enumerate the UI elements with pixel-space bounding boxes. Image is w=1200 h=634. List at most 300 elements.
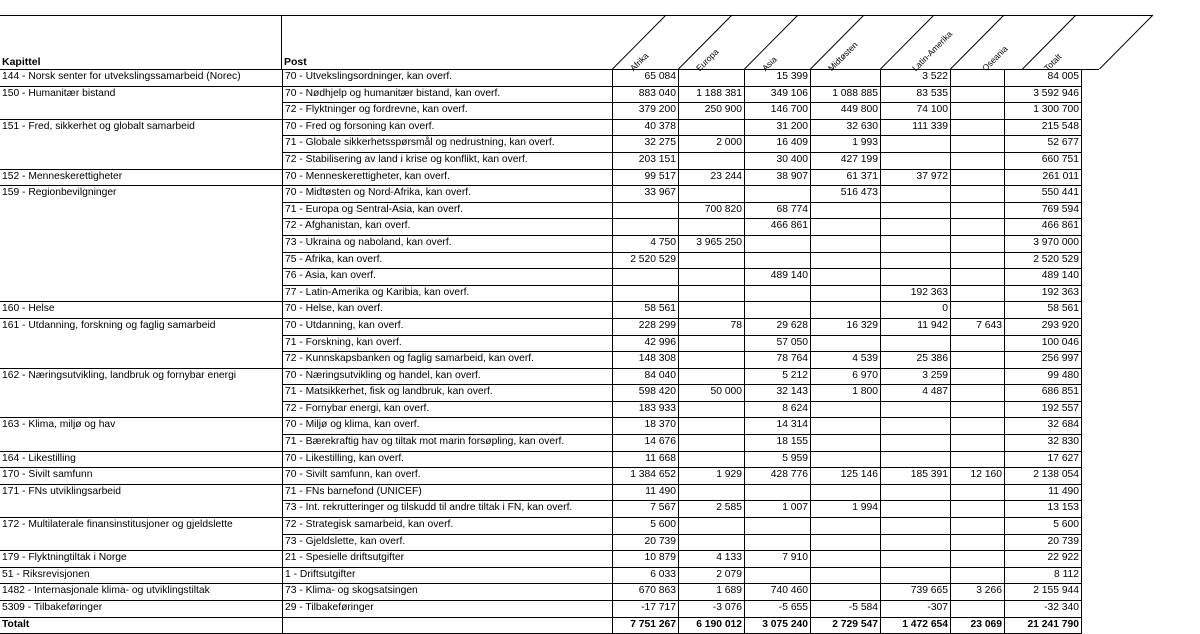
value-cell-afrika: 2 520 529	[613, 252, 679, 269]
value-cell-oseania	[951, 285, 1005, 302]
value-cell-europa: 78	[679, 318, 745, 335]
value-cell-europa: -3 076	[679, 601, 745, 618]
value-cell-europa	[679, 418, 745, 435]
value-cell-europa	[679, 70, 745, 87]
value-cell-oseania	[951, 385, 1005, 402]
table-row	[0, 567, 1082, 584]
value-cell-afrika: 58 561	[613, 302, 679, 319]
value-cell-europa: 1 188 381	[679, 86, 745, 103]
value-cell-asia	[745, 285, 811, 302]
value-cell-totalt: 99 480	[1005, 368, 1082, 385]
value-cell-asia: 29 628	[745, 318, 811, 335]
value-cell-afrika	[613, 285, 679, 302]
value-cell-latin-amerika: 739 665	[881, 584, 951, 601]
value-cell-europa: 4 133	[679, 551, 745, 568]
value-cell-europa	[679, 451, 745, 468]
value-cell-totalt: 293 920	[1005, 318, 1082, 335]
total-value-totalt: 21 241 790	[1005, 617, 1082, 634]
value-cell-asia: 57 050	[745, 335, 811, 352]
value-cell-asia: 146 700	[745, 103, 811, 120]
value-cell-midtøsten: 32 630	[811, 119, 881, 136]
value-cell-oseania	[951, 202, 1005, 219]
value-cell-asia: 1 007	[745, 501, 811, 518]
value-cell-europa: 700 820	[679, 202, 745, 219]
value-cell-totalt: 215 548	[1005, 119, 1082, 136]
table-row	[0, 103, 1082, 120]
value-cell-midtøsten: 16 329	[811, 318, 881, 335]
value-cell-midtøsten	[811, 235, 881, 252]
value-cell-midtøsten	[811, 70, 881, 87]
post-cell: 70 - Utdanning, kan overf.	[283, 318, 613, 335]
value-cell-europa: 3 965 250	[679, 235, 745, 252]
table-row	[0, 484, 1082, 501]
value-cell-latin-amerika	[881, 335, 951, 352]
table-row	[0, 401, 1082, 418]
value-cell-asia	[745, 534, 811, 551]
table-row	[0, 186, 1082, 203]
value-cell-latin-amerika	[881, 219, 951, 236]
value-cell-europa	[679, 219, 745, 236]
kapittel-cell	[0, 501, 283, 518]
value-cell-midtøsten	[811, 584, 881, 601]
value-cell-latin-amerika: 3 522	[881, 70, 951, 87]
value-cell-oseania	[951, 518, 1005, 535]
total-value-oseania: 23 069	[951, 617, 1005, 634]
value-cell-midtøsten	[811, 567, 881, 584]
value-cell-midtøsten: 6 970	[811, 368, 881, 385]
column-header-oseania: Oseania	[980, 43, 1010, 74]
value-cell-europa: 23 244	[679, 169, 745, 186]
budget-table	[0, 69, 1082, 634]
kapittel-cell	[0, 202, 283, 219]
value-cell-midtøsten	[811, 285, 881, 302]
post-cell: 73 - Klima- og skogsatsingen	[283, 584, 613, 601]
table-row	[0, 435, 1082, 452]
value-cell-midtøsten: 1 800	[811, 385, 881, 402]
table-row	[0, 152, 1082, 169]
value-cell-afrika: 32 275	[613, 136, 679, 153]
value-cell-totalt: 22 922	[1005, 551, 1082, 568]
value-cell-afrika: 183 933	[613, 401, 679, 418]
value-cell-afrika: 14 676	[613, 435, 679, 452]
column-header-europa: Europa	[694, 46, 721, 74]
value-cell-totalt: 13 153	[1005, 501, 1082, 518]
value-cell-latin-amerika	[881, 202, 951, 219]
value-cell-totalt: 100 046	[1005, 335, 1082, 352]
table-row	[0, 119, 1082, 136]
value-cell-latin-amerika	[881, 451, 951, 468]
value-cell-midtøsten: 516 473	[811, 186, 881, 203]
value-cell-asia: 18 155	[745, 435, 811, 452]
table-row	[0, 269, 1082, 286]
value-cell-oseania	[951, 235, 1005, 252]
value-cell-latin-amerika: 25 386	[881, 352, 951, 369]
kapittel-cell	[0, 252, 283, 269]
total-value-europa: 6 190 012	[679, 617, 745, 634]
value-cell-europa	[679, 435, 745, 452]
value-cell-midtøsten	[811, 518, 881, 535]
value-cell-midtøsten	[811, 435, 881, 452]
table-row	[0, 169, 1082, 186]
value-cell-europa	[679, 186, 745, 203]
kapittel-cell: 172 - Multilaterale finansinstitusjoner og gjeldslette	[0, 518, 283, 535]
value-cell-midtøsten	[811, 451, 881, 468]
value-cell-oseania	[951, 252, 1005, 269]
header-kapittel: Kapittel	[2, 56, 41, 68]
value-cell-europa: 50 000	[679, 385, 745, 402]
table-row	[0, 534, 1082, 551]
post-cell: 29 - Tilbakeføringer	[283, 601, 613, 618]
value-cell-asia: 8 624	[745, 401, 811, 418]
value-cell-asia: 428 776	[745, 468, 811, 485]
post-cell: 70 - Midtøsten og Nord-Afrika, kan overf.	[283, 186, 613, 203]
table-row	[0, 70, 1082, 87]
total-value-latin-amerika: 1 472 654	[881, 617, 951, 634]
value-cell-latin-amerika	[881, 551, 951, 568]
value-cell-totalt: 58 561	[1005, 302, 1082, 319]
table-row	[0, 551, 1082, 568]
value-cell-midtøsten: 4 539	[811, 352, 881, 369]
kapittel-cell: 152 - Menneskerettigheter	[0, 169, 283, 186]
kapittel-cell: 163 - Klima, miljø og hav	[0, 418, 283, 435]
value-cell-europa: 250 900	[679, 103, 745, 120]
value-cell-afrika: 84 040	[613, 368, 679, 385]
post-cell: 72 - Kunnskapsbanken og faglig samarbeid, kan overf.	[283, 352, 613, 369]
post-cell: 72 - Strategisk samarbeid, kan overf.	[283, 518, 613, 535]
value-cell-oseania	[951, 219, 1005, 236]
value-cell-asia	[745, 567, 811, 584]
value-cell-asia: 16 409	[745, 136, 811, 153]
value-cell-latin-amerika	[881, 418, 951, 435]
value-cell-oseania	[951, 152, 1005, 169]
value-cell-afrika	[613, 202, 679, 219]
table-row	[0, 468, 1082, 485]
value-cell-afrika: 33 967	[613, 186, 679, 203]
value-cell-totalt: 2 155 944	[1005, 584, 1082, 601]
value-cell-afrika: 6 033	[613, 567, 679, 584]
value-cell-latin-amerika	[881, 252, 951, 269]
value-cell-latin-amerika: 192 363	[881, 285, 951, 302]
value-cell-europa: 2 000	[679, 136, 745, 153]
value-cell-afrika: 18 370	[613, 418, 679, 435]
table-row	[0, 136, 1082, 153]
kapittel-cell	[0, 269, 283, 286]
total-row	[0, 617, 1082, 634]
value-cell-latin-amerika: 74 100	[881, 103, 951, 120]
value-cell-totalt: 32 684	[1005, 418, 1082, 435]
value-cell-oseania	[951, 484, 1005, 501]
value-cell-asia	[745, 484, 811, 501]
kapittel-cell	[0, 385, 283, 402]
value-cell-midtøsten	[811, 551, 881, 568]
value-cell-latin-amerika	[881, 501, 951, 518]
value-cell-afrika: 11 668	[613, 451, 679, 468]
post-cell: 73 - Int. rekrutteringer og tilskudd til andre tiltak i FN, kan overf.	[283, 501, 613, 518]
value-cell-asia: 740 460	[745, 584, 811, 601]
value-cell-midtøsten: 125 146	[811, 468, 881, 485]
value-cell-asia: 466 861	[745, 219, 811, 236]
kapittel-cell	[0, 152, 283, 169]
post-cell: 71 - Matsikkerhet, fisk og landbruk, kan overf.	[283, 385, 613, 402]
kapittel-cell: 170 - Sivilt samfunn	[0, 468, 283, 485]
value-cell-europa	[679, 302, 745, 319]
value-cell-midtøsten: 1 993	[811, 136, 881, 153]
post-cell: 70 - Næringsutvikling og handel, kan overf.	[283, 368, 613, 385]
value-cell-midtøsten: 449 800	[811, 103, 881, 120]
kapittel-cell: 164 - Likestilling	[0, 451, 283, 468]
value-cell-oseania: 3 266	[951, 584, 1005, 601]
value-cell-asia: 7 910	[745, 551, 811, 568]
post-cell: 71 - Europa og Sentral-Asia, kan overf.	[283, 202, 613, 219]
table-row	[0, 352, 1082, 369]
value-cell-totalt: 52 677	[1005, 136, 1082, 153]
value-cell-oseania: 12 160	[951, 468, 1005, 485]
post-cell: 71 - Forskning, kan overf.	[283, 335, 613, 352]
post-cell: 71 - Globale sikkerhetsspørsmål og nedrustning, kan overf.	[283, 136, 613, 153]
value-cell-midtøsten	[811, 202, 881, 219]
value-cell-midtøsten: 1 088 885	[811, 86, 881, 103]
kapittel-cell	[0, 352, 283, 369]
value-cell-asia: 5 212	[745, 368, 811, 385]
post-cell: 76 - Asia, kan overf.	[283, 269, 613, 286]
value-cell-europa	[679, 484, 745, 501]
post-cell: 72 - Flyktninger og fordrevne, kan overf.	[283, 103, 613, 120]
post-cell: 72 - Afghanistan, kan overf.	[283, 219, 613, 236]
value-cell-oseania	[951, 302, 1005, 319]
value-cell-latin-amerika: 3 259	[881, 368, 951, 385]
kapittel-cell: 160 - Helse	[0, 302, 283, 319]
value-cell-oseania	[951, 169, 1005, 186]
value-cell-afrika: 228 299	[613, 318, 679, 335]
value-cell-asia: 349 106	[745, 86, 811, 103]
kapittel-cell: 1482 - Internasjonale klima- og utviklingstiltak	[0, 584, 283, 601]
post-cell: 73 - Gjeldslette, kan overf.	[283, 534, 613, 551]
post-cell: 73 - Ukraina og naboland, kan overf.	[283, 235, 613, 252]
value-cell-europa	[679, 368, 745, 385]
value-cell-oseania: 7 643	[951, 318, 1005, 335]
value-cell-midtøsten	[811, 335, 881, 352]
column-header-latin-amerika: Latin-Amerika	[910, 28, 955, 74]
value-cell-totalt: 32 830	[1005, 435, 1082, 452]
kapittel-cell	[0, 401, 283, 418]
kapittel-cell: 5309 - Tilbakeføringer	[0, 601, 283, 618]
value-cell-afrika	[613, 219, 679, 236]
value-cell-midtøsten	[811, 219, 881, 236]
value-cell-totalt: 20 739	[1005, 534, 1082, 551]
value-cell-oseania	[951, 501, 1005, 518]
value-cell-asia: -5 655	[745, 601, 811, 618]
value-cell-latin-amerika: 185 391	[881, 468, 951, 485]
column-header-totalt: Totalt	[1042, 51, 1064, 74]
value-cell-europa: 2 079	[679, 567, 745, 584]
value-cell-asia: 5 959	[745, 451, 811, 468]
post-cell: 72 - Fornybar energi, kan overf.	[283, 401, 613, 418]
value-cell-midtøsten: 61 371	[811, 169, 881, 186]
total-value-midtøsten: 2 729 547	[811, 617, 881, 634]
value-cell-totalt: 1 300 700	[1005, 103, 1082, 120]
kapittel-cell: 159 - Regionbevilgninger	[0, 186, 283, 203]
table-row	[0, 235, 1082, 252]
value-cell-midtøsten	[811, 252, 881, 269]
value-cell-asia: 68 774	[745, 202, 811, 219]
value-cell-europa: 2 585	[679, 501, 745, 518]
kapittel-cell: 179 - Flyktningtiltak i Norge	[0, 551, 283, 568]
table-row	[0, 86, 1082, 103]
value-cell-europa: 1 689	[679, 584, 745, 601]
value-cell-totalt: 2 520 529	[1005, 252, 1082, 269]
value-cell-afrika: 598 420	[613, 385, 679, 402]
value-cell-oseania	[951, 86, 1005, 103]
value-cell-afrika: 40 378	[613, 119, 679, 136]
value-cell-europa	[679, 252, 745, 269]
kapittel-cell	[0, 219, 283, 236]
post-cell: 70 - Helse, kan overf.	[283, 302, 613, 319]
value-cell-oseania	[951, 368, 1005, 385]
value-cell-totalt: 489 140	[1005, 269, 1082, 286]
total-value-asia: 3 075 240	[745, 617, 811, 634]
table-row	[0, 501, 1082, 518]
kapittel-cell: 151 - Fred, sikkerhet og globalt samarbeid	[0, 119, 283, 136]
value-cell-midtøsten: 1 994	[811, 501, 881, 518]
value-cell-afrika: 42 996	[613, 335, 679, 352]
post-cell: 77 - Latin-Amerika og Karibia, kan overf.	[283, 285, 613, 302]
kapittel-cell	[0, 534, 283, 551]
value-cell-afrika: -17 717	[613, 601, 679, 618]
kapittel-cell	[0, 285, 283, 302]
total-label: Totalt	[0, 617, 283, 634]
value-cell-totalt: 5 600	[1005, 518, 1082, 535]
post-cell: 75 - Afrika, kan overf.	[283, 252, 613, 269]
value-cell-totalt: 17 627	[1005, 451, 1082, 468]
value-cell-europa	[679, 335, 745, 352]
kapittel-cell: 171 - FNs utviklingsarbeid	[0, 484, 283, 501]
table-row	[0, 518, 1082, 535]
value-cell-latin-amerika: 83 535	[881, 86, 951, 103]
column-header-slants	[0, 0, 1200, 70]
value-cell-latin-amerika	[881, 152, 951, 169]
post-cell: 70 - Likestilling, kan overf.	[283, 451, 613, 468]
value-cell-afrika	[613, 269, 679, 286]
value-cell-afrika: 670 863	[613, 584, 679, 601]
value-cell-latin-amerika: 111 339	[881, 119, 951, 136]
value-cell-asia	[745, 518, 811, 535]
kapittel-cell: 150 - Humanitær bistand	[0, 86, 283, 103]
column-header-midtøsten: Midtøsten	[826, 39, 860, 74]
value-cell-afrika: 10 879	[613, 551, 679, 568]
table-row	[0, 219, 1082, 236]
value-cell-asia	[745, 186, 811, 203]
value-cell-asia: 31 200	[745, 119, 811, 136]
value-cell-afrika: 148 308	[613, 352, 679, 369]
table-row	[0, 418, 1082, 435]
value-cell-totalt: 261 011	[1005, 169, 1082, 186]
table-row	[0, 318, 1082, 335]
value-cell-afrika: 99 517	[613, 169, 679, 186]
value-cell-afrika: 203 151	[613, 152, 679, 169]
table-row	[0, 601, 1082, 618]
value-cell-latin-amerika	[881, 186, 951, 203]
value-cell-asia: 30 400	[745, 152, 811, 169]
value-cell-europa	[679, 518, 745, 535]
value-cell-totalt: 550 441	[1005, 186, 1082, 203]
value-cell-oseania	[951, 335, 1005, 352]
value-cell-oseania	[951, 103, 1005, 120]
column-header-asia: Asia	[760, 54, 779, 74]
value-cell-oseania	[951, 551, 1005, 568]
value-cell-totalt: -32 340	[1005, 601, 1082, 618]
value-cell-totalt: 769 594	[1005, 202, 1082, 219]
value-cell-afrika: 20 739	[613, 534, 679, 551]
kapittel-cell	[0, 136, 283, 153]
value-cell-afrika: 5 600	[613, 518, 679, 535]
value-cell-totalt: 466 861	[1005, 219, 1082, 236]
value-cell-europa: 1 929	[679, 468, 745, 485]
value-cell-totalt: 11 490	[1005, 484, 1082, 501]
value-cell-oseania	[951, 119, 1005, 136]
value-cell-oseania	[951, 269, 1005, 286]
value-cell-latin-amerika	[881, 401, 951, 418]
value-cell-oseania	[951, 435, 1005, 452]
value-cell-afrika: 7 567	[613, 501, 679, 518]
table-row	[0, 302, 1082, 319]
value-cell-latin-amerika	[881, 269, 951, 286]
value-cell-totalt: 8 112	[1005, 567, 1082, 584]
header-post: Post	[284, 56, 307, 68]
value-cell-oseania	[951, 567, 1005, 584]
value-cell-asia	[745, 235, 811, 252]
value-cell-totalt: 84 005	[1005, 70, 1082, 87]
table-row	[0, 451, 1082, 468]
post-cell: 70 - Nødhjelp og humanitær bistand, kan overf.	[283, 86, 613, 103]
value-cell-asia	[745, 302, 811, 319]
header-slant-line	[1100, 15, 1154, 69]
value-cell-midtøsten	[811, 401, 881, 418]
table-row	[0, 202, 1082, 219]
value-cell-midtøsten	[811, 418, 881, 435]
value-cell-oseania	[951, 601, 1005, 618]
value-cell-asia: 489 140	[745, 269, 811, 286]
table-row	[0, 252, 1082, 269]
table-row	[0, 368, 1082, 385]
value-cell-latin-amerika	[881, 235, 951, 252]
post-cell: 1 - Driftsutgifter	[283, 567, 613, 584]
post-cell: 72 - Stabilisering av land i krise og konflikt, kan overf.	[283, 152, 613, 169]
value-cell-asia: 15 399	[745, 70, 811, 87]
value-cell-asia: 38 907	[745, 169, 811, 186]
value-cell-latin-amerika	[881, 435, 951, 452]
value-cell-oseania	[951, 352, 1005, 369]
value-cell-latin-amerika	[881, 534, 951, 551]
value-cell-oseania	[951, 186, 1005, 203]
value-cell-latin-amerika	[881, 567, 951, 584]
value-cell-latin-amerika: 4 487	[881, 385, 951, 402]
post-cell: 70 - Fred og forsoning kan overf.	[283, 119, 613, 136]
value-cell-latin-amerika	[881, 518, 951, 535]
value-cell-totalt: 256 997	[1005, 352, 1082, 369]
value-cell-midtøsten: 427 199	[811, 152, 881, 169]
table-row	[0, 584, 1082, 601]
post-cell: 21 - Spesielle driftsutgifter	[283, 551, 613, 568]
value-cell-europa	[679, 285, 745, 302]
kapittel-cell: 144 - Norsk senter for utvekslingssamarbeid (Norec)	[0, 70, 283, 87]
table-row	[0, 285, 1082, 302]
value-cell-totalt: 3 592 946	[1005, 86, 1082, 103]
value-cell-afrika: 1 384 652	[613, 468, 679, 485]
kapittel-cell	[0, 335, 283, 352]
value-cell-oseania	[951, 418, 1005, 435]
post-cell: 70 - Menneskerettigheter, kan overf.	[283, 169, 613, 186]
total-value-afrika: 7 751 267	[613, 617, 679, 634]
